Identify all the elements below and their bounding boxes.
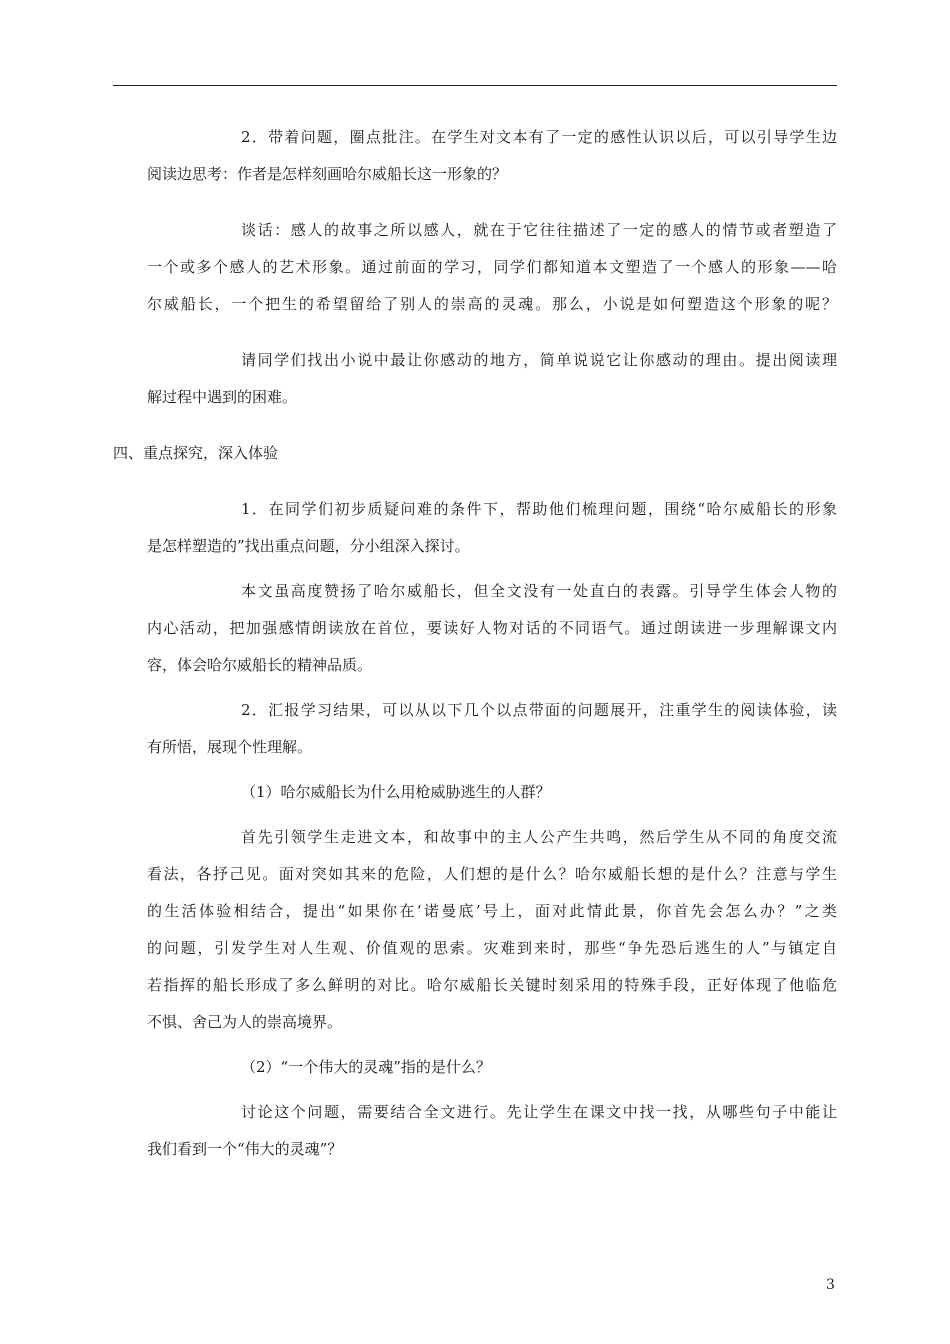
paragraph-line: 的生活体验相结合，提出“如果你在‘诺曼底’号上，面对此情此景，你首先会怎么办？”之类 [147,902,837,920]
paragraph-line: 的问题，引发学生对人生观、价值观的思索。灾难到来时，那些“争先恐后逃生的人”与镇定自 [147,939,837,957]
question-heading: （1）哈尔威船长为什么用枪威胁逃生的人群？ [241,783,551,801]
paragraph-line: 请同学们找出小说中最让你感动的地方，简单说说它让你感动的理由。提出阅读理 [241,351,837,369]
paragraph-line: 2．汇报学习结果，可以从以下几个以点带面的问题展开，注重学生的阅读体验，读 [241,701,837,719]
question-heading: （2）“一个伟大的灵魂”指的是什么？ [241,1058,491,1076]
section-heading: 四、重点探究，深入体验 [113,444,279,462]
paragraph-line: 2．带着问题，圈点批注。在学生对文本有了一定的感性认识以后，可以引导学生边 [241,128,837,146]
header-rule [113,85,837,86]
paragraph-line: 谈话：感人的故事之所以感人，就在于它往往描述了一定的感人的情节或者塑造了 [241,221,837,239]
paragraph-line: 我们看到一个“伟大的灵魂”？ [147,1140,343,1158]
page-number: 3 [826,1277,835,1293]
paragraph-line: 不惧、舍己为人的崇高境界。 [147,1013,343,1031]
paragraph-line: 有所悟，展现个性理解。 [147,738,313,756]
paragraph-line: 一个或多个感人的艺术形象。通过前面的学习，同学们都知道本文塑造了一个感人的形象——哈 [147,258,837,276]
paragraph-line: 讨论这个问题，需要结合全文进行。先让学生在课文中找一找，从哪些句子中能让 [241,1103,837,1121]
paragraph-line: 内心活动，把加强感情朗读放在首位，要读好人物对话的不同语气。通过朗读进一步理解课文内 [147,619,837,637]
paragraph-line: 看法，各抒己见。面对突如其来的危险，人们想的是什么？哈尔威船长想的是什么？注意与学生 [147,865,837,883]
paragraph-line: 是怎样塑造的”找出重点问题，分小组深入探讨。 [147,537,470,555]
paragraph-line: 解过程中遇到的困难。 [147,388,298,406]
paragraph-line: 首先引领学生走进文本，和故事中的主人公产生共鸣，然后学生从不同的角度交流 [241,828,837,846]
paragraph-line: 尔威船长，一个把生的希望留给了别人的崇高的灵魂。那么，小说是如何塑造这个形象的呢？ [147,295,837,313]
paragraph-line: 容，体会哈尔威船长的精神品质。 [147,656,373,674]
paragraph-line: 阅读边思考：作者是怎样刻画哈尔威船长这一形象的？ [147,165,508,183]
paragraph-line: 1．在同学们初步质疑问难的条件下，帮助他们梳理问题，围绕“哈尔威船长的形象 [241,500,837,518]
paragraph-line: 若指挥的船长形成了多么鲜明的对比。哈尔威船长关键时刻采用的特殊手段，正好体现了他临危 [147,976,837,994]
paragraph-line: 本文虽高度赞扬了哈尔威船长，但全文没有一处直白的表露。引导学生体会人物的 [241,582,837,600]
